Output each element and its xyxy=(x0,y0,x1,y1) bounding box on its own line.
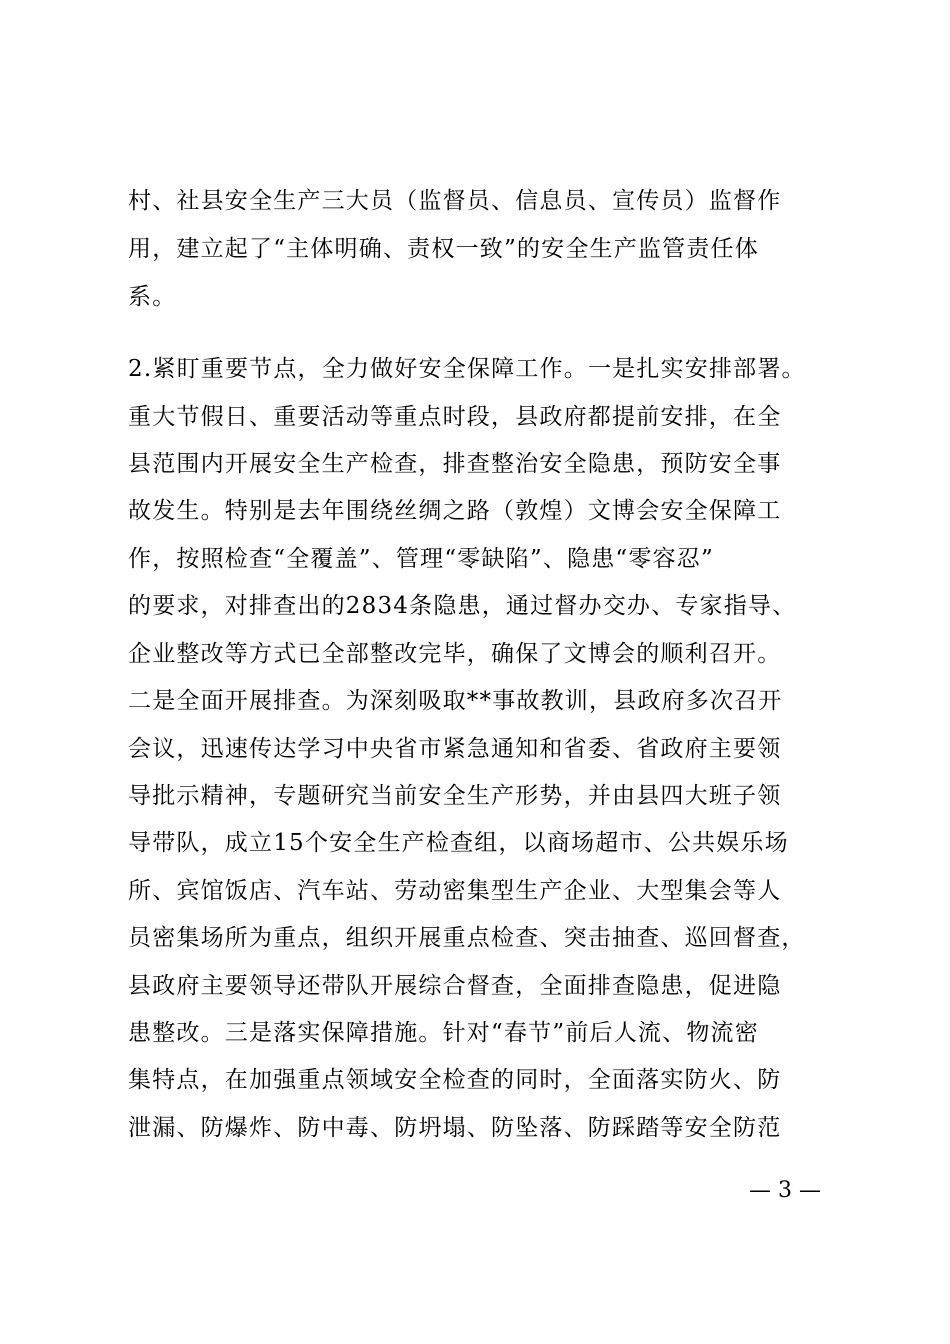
paragraph-start-line: 2.紧盯重要节点，全力做好安全保障工作。一是扎实安排部署。 xyxy=(128,356,806,382)
page-number: — 3 — xyxy=(749,1178,821,1203)
text-line: 县政府主要领导还带队开展综合督查，全面排查隐患，促进隐 xyxy=(128,973,782,999)
text-line: 县范围内开展安全生产检查，排查整治安全隐患，预防安全事 xyxy=(128,451,782,477)
text-line: 企业整改等方式已全部整改完毕，确保了文博会的顺利召开。 xyxy=(128,641,782,667)
text-line: 导批示精神，专题研究当前安全生产形势，并由县四大班子领 xyxy=(128,783,782,809)
text-line: 重大节假日、重要活动等重点时段，县政府都提前安排，在全 xyxy=(128,404,782,430)
text-line: 作，按照检查“全覆盖”、管理“零缺陷”、隐患“零容忍” xyxy=(128,546,714,572)
text-line: 系。 xyxy=(128,284,177,310)
text-line: 患整改。三是落实保障措施。针对“春节”前后人流、物流密 xyxy=(128,1020,759,1046)
text-line: 所、宾馆饭店、汽车站、劳动密集型生产企业、大型集会等人 xyxy=(128,878,782,904)
text-line: 导带队，成立15个安全生产检查组，以商场超市、公共娱乐场 xyxy=(128,830,789,856)
text-line: 村、社县安全生产三大员（监督员、信息员、宣传员）监督作 xyxy=(128,188,782,214)
text-line: 的要求，对排查出的2834条隐患，通过督办交办、专家指导、 xyxy=(128,593,797,619)
text-line: 二是全面开展排查。为深刻吸取**事故教训，县政府多次召开 xyxy=(128,688,783,714)
text-line: 泄漏、防爆炸、防中毒、防坍塌、防坠落、防踩踏等安全防范 xyxy=(128,1115,782,1141)
text-line: 集特点，在加强重点领域安全检查的同时，全面落实防火、防 xyxy=(128,1067,782,1093)
text-line: 会议，迅速传达学习中央省市紧急通知和省委、省政府主要领 xyxy=(128,736,782,762)
text-line: 员密集场所为重点，组织开展重点检查、突击抽查、巡回督查， xyxy=(128,925,806,951)
text-line: 用，建立起了“主体明确、责权一致”的安全生产监管责任体 xyxy=(128,236,759,262)
text-line: 故发生。特别是去年围绕丝绸之路（敦煌）文博会安全保障工 xyxy=(128,498,782,524)
